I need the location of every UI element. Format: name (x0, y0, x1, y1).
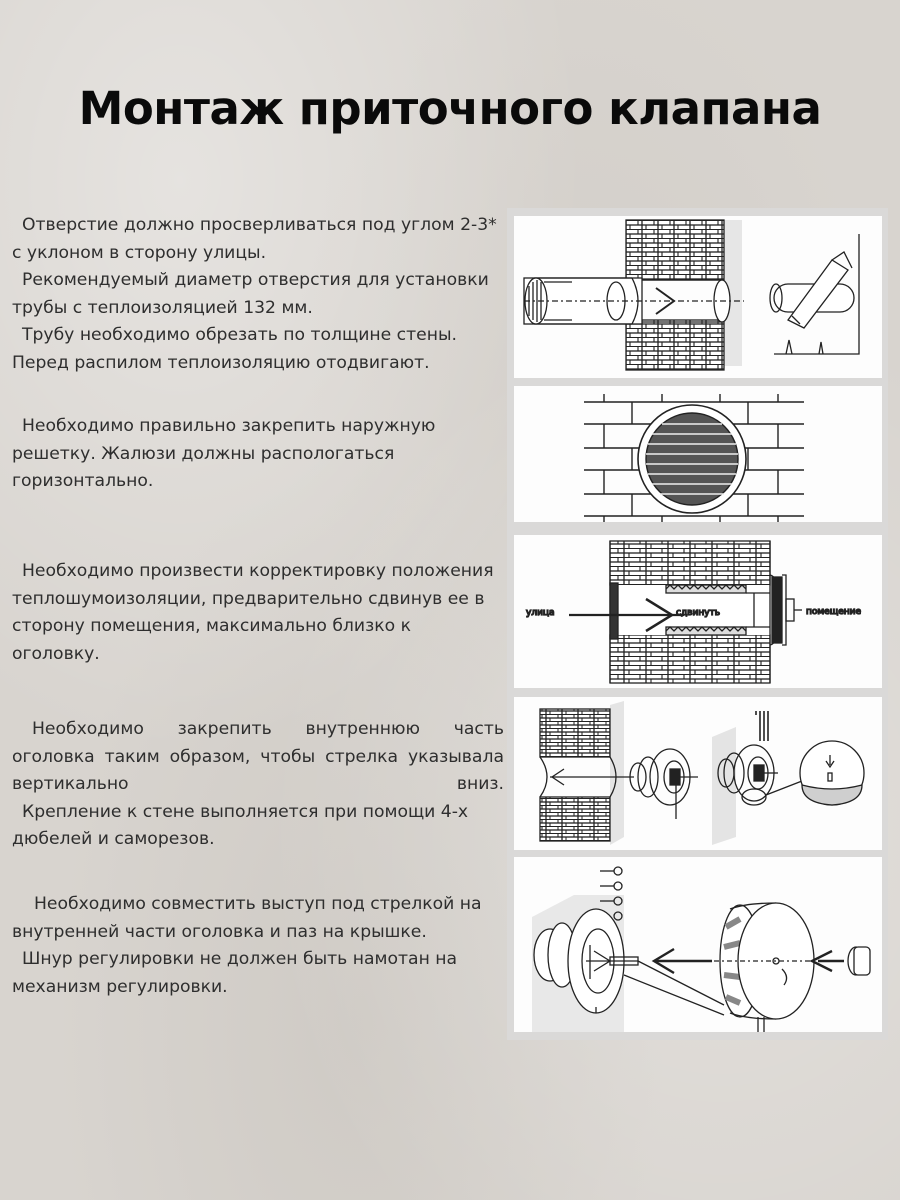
diagram-panel-3 (514, 535, 882, 688)
step-1-paragraph-3: Трубу необходимо обрезать по толщине стены. Перед распилом теплоизоляцию отодвигают. (12, 325, 457, 373)
diagram-panel-2 (514, 386, 882, 522)
outer-louvered-grille-diagram-icon (514, 386, 882, 522)
step-4-paragraph-2: Крепление к стене выполняется при помощи 4-х дюбелей и саморезов. (12, 801, 469, 850)
pipe-through-wall-and-saw-diagram-icon (514, 216, 882, 378)
step-3-paragraph-1: Необходимо произвести корректировку положения теплошумоизоляции, предварительно сдвинув ее в сторону помещения, максимально близко к оголовку. (12, 561, 494, 664)
step-3-text (12, 558, 504, 668)
step-1-paragraph-1: Отверстие должно просверливаться под углом 2-3* с уклоном в сторону улицы. (12, 215, 497, 263)
diagram-panel-4 (514, 697, 882, 850)
step-5-paragraph-1: Необходимо совместить выступ под стрелкой на внутренней части оголовка и паз на крышке. (12, 894, 482, 942)
step-2-paragraph-1: Необходимо правильно закрепить наружную решетку. Жалюзи должны распологаться горизонтально. (12, 416, 436, 492)
diagram-panel-1 (514, 216, 882, 378)
diagram-panel-5 (514, 857, 882, 1032)
step-5-paragraph-2: Шнур регулировки не должен быть намотан на механизм регулировки. (12, 949, 458, 997)
step-2-text (12, 413, 504, 496)
step-1-text (12, 212, 504, 378)
step-1-paragraph-2: Рекомендуемый диаметр отверстия для установки трубы с теплоизоляцией 132 мм. (12, 270, 489, 318)
room-label: помещение (806, 607, 862, 617)
step-5-text (12, 891, 504, 1001)
inner-head-mounting-diagram-icon (514, 697, 882, 850)
shift-label: сдвинуть (676, 608, 721, 618)
cover-alignment-diagram-icon (514, 857, 882, 1032)
step-4-text (12, 716, 504, 854)
page-title: Монтаж приточного клапана (78, 82, 822, 135)
insulation-shift-diagram-icon (514, 535, 882, 688)
street-label: улица (526, 608, 555, 618)
step-4-paragraph-1: Необходимо закрепить внутреннюю часть оголовка таким образом, чтобы стрелка указывала вертикально вниз. (12, 719, 504, 795)
